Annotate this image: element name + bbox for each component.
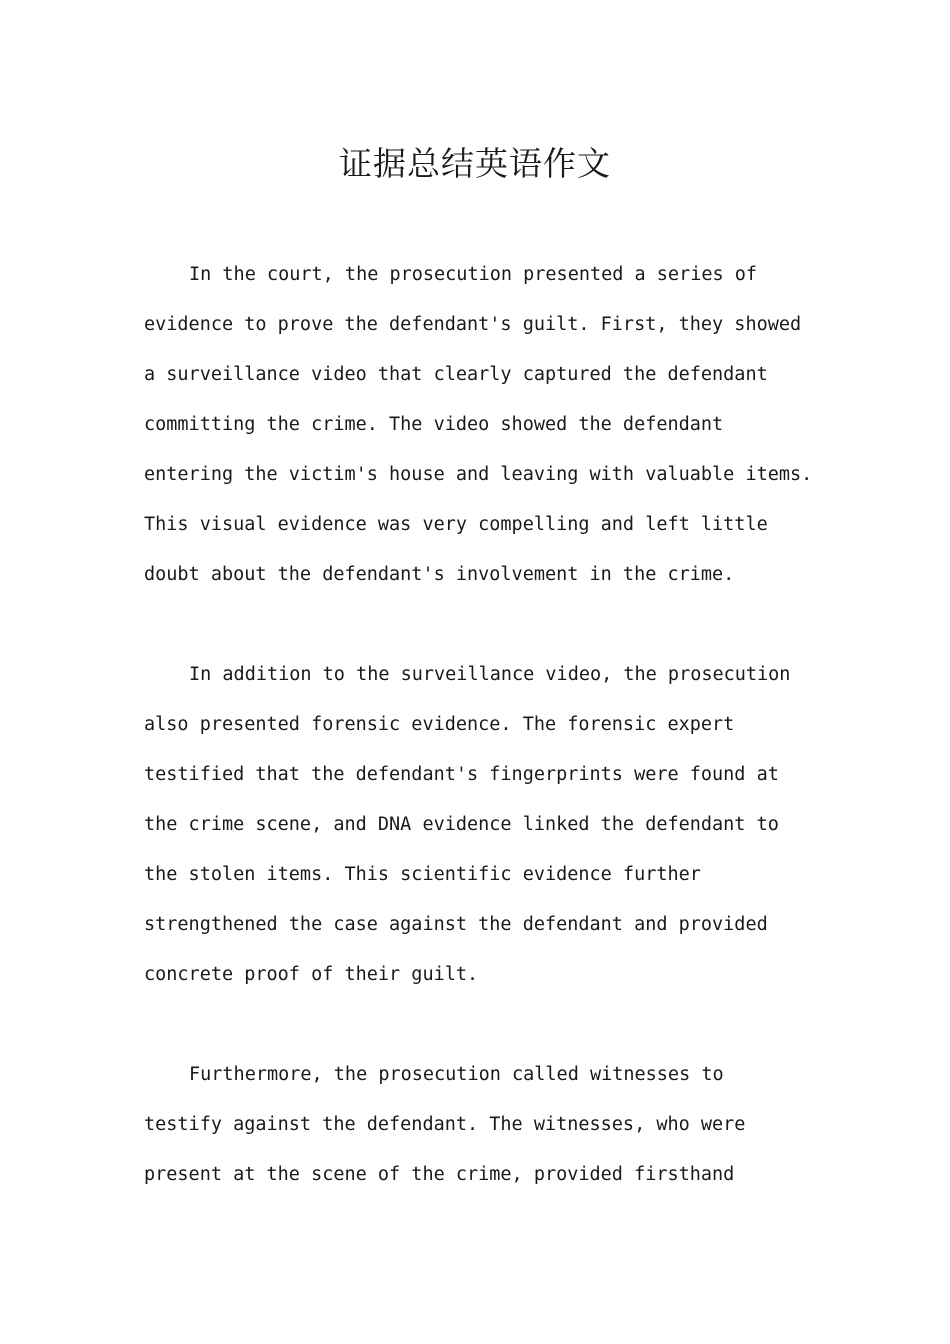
paragraph-line: the stolen items. This scientific evidence further [144,864,701,885]
paragraph-line: This visual evidence was very compelling and left little [144,514,768,535]
paragraph-line: Furthermore, the prosecution called witnesses to [189,1064,724,1085]
paragraph-line: strengthened the case against the defendant and provided [144,914,768,935]
paragraph-line: entering the victim's house and leaving with valuable items. [144,464,813,485]
paragraph-line: committing the crime. The video showed the defendant [144,414,724,435]
paragraph-line: In addition to the surveillance video, the prosecution [189,664,791,685]
paragraph-line: evidence to prove the defendant's guilt. First, they showed [144,314,802,335]
paragraph-line: present at the scene of the crime, provided firsthand [144,1164,735,1185]
document-title: 证据总结英语作文 [339,144,611,183]
paragraph-line: testified that the defendant's fingerprints were found at [144,764,779,785]
paragraph-line: In the court, the prosecution presented a series of [189,264,758,285]
paragraph-line: a surveillance video that clearly captured the defendant [144,364,768,385]
paragraph-line: the crime scene, and DNA evidence linked the defendant to [144,814,779,835]
paragraph-line: testify against the defendant. The witnesses, who were [144,1114,746,1135]
paragraph-2 [144,650,834,1000]
paragraph-1 [144,250,834,600]
paragraph-3 [144,1050,834,1200]
paragraph-line: doubt about the defendant's involvement in the crime. [144,564,735,585]
paragraph-line: concrete proof of their guilt. [144,964,479,985]
paragraph-line: also presented forensic evidence. The forensic expert [144,714,735,735]
document-body [144,250,834,1250]
